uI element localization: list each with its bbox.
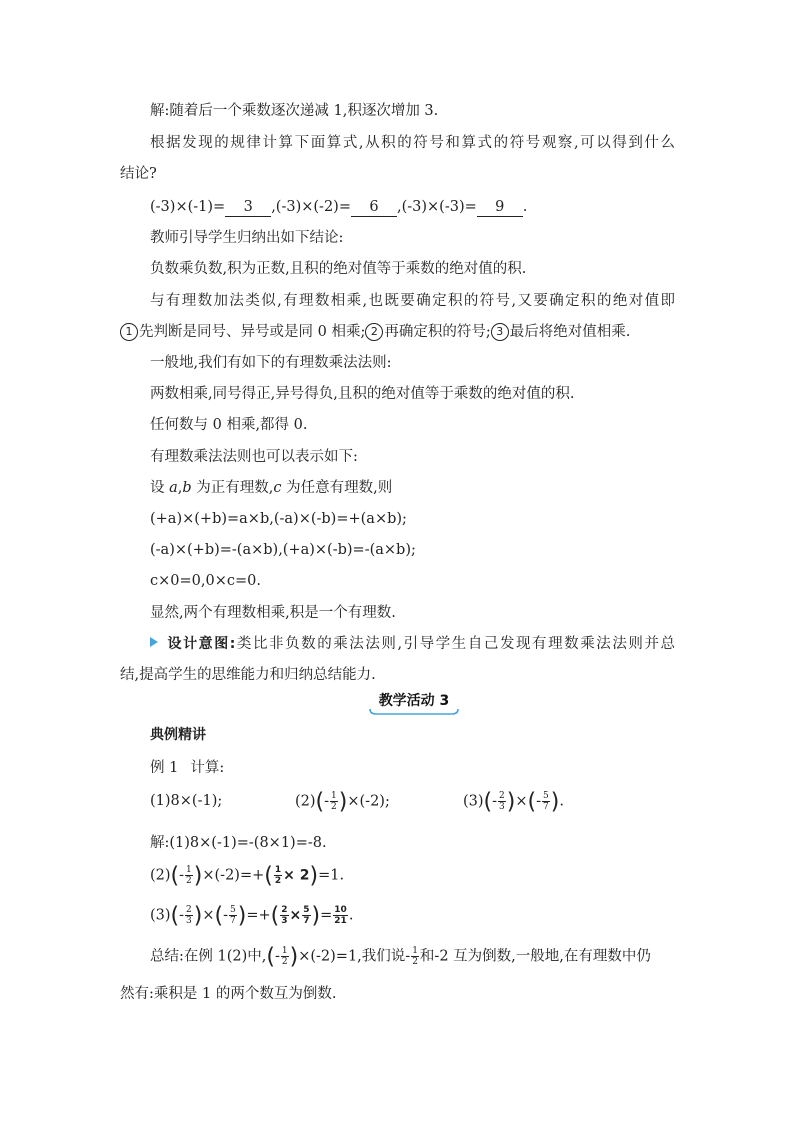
example-task: 计算: xyxy=(190,760,225,776)
variable: b xyxy=(182,480,192,496)
activity-banner xyxy=(366,690,462,716)
minus-sign: - xyxy=(405,948,411,965)
section-heading: 典例精讲 xyxy=(150,727,206,743)
fraction-numerator: 2 xyxy=(186,905,192,915)
intent-text: 类比非负数的乘法法则,引导学生自己发现有理数乘法法则并总 xyxy=(235,636,675,652)
banner-underline-icon xyxy=(366,706,462,716)
fraction-denominator: 3 xyxy=(499,802,505,812)
summary-text: 和-2 互为倒数,一般地,在有理数中仍 xyxy=(419,948,651,965)
answer-blank: 9 xyxy=(477,198,523,217)
summary-text: 总结:在例 1(2)中, xyxy=(150,948,267,965)
fraction-denominator: 2 xyxy=(281,957,288,967)
summary-text: ×(-2)=1,我们说 xyxy=(298,948,406,965)
equation-part: ,(-3)×(-3)= xyxy=(396,199,477,215)
fraction-numerator: 1 xyxy=(274,865,282,875)
equation-line xyxy=(150,197,675,217)
text-line xyxy=(150,478,675,498)
fraction-numerator: 5 xyxy=(303,905,310,915)
solution-line: (2)(- $\frac{1}{2}$ )×(-2)=+( $\frac{1}{2}$ × 2)=1. xyxy=(150,863,345,889)
minus-sign: - xyxy=(223,907,229,924)
fraction-denominator: 7 xyxy=(543,802,549,812)
problem-2: (2)(- $\frac{1}{2}$ )×(-2); xyxy=(295,789,390,815)
steps-line xyxy=(120,322,675,342)
minus-sign: - xyxy=(492,793,498,810)
text-line: 结论? xyxy=(120,166,157,182)
text-line: 两数相乘,同号得正,异号得负,且积的绝对值等于乘数的绝对值的积. xyxy=(150,386,575,402)
example-title xyxy=(150,758,675,778)
text-line: 有理数乘法法则也可以表示如下: xyxy=(150,449,358,465)
fraction-numerator: 1 xyxy=(281,946,288,956)
text-line: 结,提高学生的思维能力和归纳总结能力. xyxy=(120,667,376,683)
solution-text: ×(-2)=+ xyxy=(202,867,265,884)
design-intent xyxy=(150,634,675,654)
fraction-denominator: 7 xyxy=(303,916,310,926)
text-line: 教师引导学生归纳出如下结论: xyxy=(150,230,344,246)
problem-text: ×(-2); xyxy=(347,793,390,810)
summary-line: 然有:乘积是 1 的两个数互为倒数. xyxy=(120,986,337,1002)
solution-label: (2) xyxy=(150,867,171,884)
fraction-denominator: 3 xyxy=(281,916,288,926)
fraction-denominator: 2 xyxy=(412,957,418,967)
minus-sign: - xyxy=(324,793,330,810)
minus-sign: - xyxy=(536,793,542,810)
text-part: 设 xyxy=(150,480,170,496)
solution-text: . xyxy=(348,907,354,924)
circled-number: 1 xyxy=(120,323,138,341)
fraction-numerator: 1 xyxy=(412,946,418,956)
problem-line xyxy=(150,789,675,815)
banner-title: 教学活动 3 xyxy=(378,693,450,709)
minus-sign: - xyxy=(179,867,185,884)
equation-part: (-3)×(-1)= xyxy=(150,199,226,215)
step-text: 再确定积的符号; xyxy=(384,324,491,340)
text-line: 任何数与 0 相乘,都得 0. xyxy=(150,417,308,433)
step-text: 先判断是同号、异号或是同 0 相乘; xyxy=(139,324,366,340)
example-heading xyxy=(150,725,675,745)
answer-blank: 3 xyxy=(225,198,271,217)
example-label: 例 1 xyxy=(150,760,179,776)
circled-number: 3 xyxy=(491,323,509,341)
problem-text: × xyxy=(515,793,528,810)
minus-sign: - xyxy=(274,948,280,965)
solution-text: × 2 xyxy=(283,867,310,884)
text-line: 负数乘负数,积为正数,且积的绝对值等于乘数的绝对值的积. xyxy=(150,261,527,277)
equation-part: ,(-3)×(-2)= xyxy=(271,199,351,215)
solution-line: (3)(- $\frac{2}{3}$ )×(- $\frac{5}{7}$ )=+( $\frac{2}{3}$ × $\frac{5}{7}$ )= $\frac{10}{21}$ . xyxy=(150,903,354,929)
solution-text: =1. xyxy=(318,867,345,884)
summary-line: 总结:在例 1(2)中,(- $\frac{1}{2}$ )×(-2)=1,我们说- $\frac{1}{2}$ 和-2 互为倒数,一般地,在有理数中仍 xyxy=(150,944,651,970)
fraction-numerator: 2 xyxy=(499,791,505,801)
variable: a xyxy=(169,480,178,496)
fraction-numerator: 1 xyxy=(331,791,337,801)
problem-label: (3) xyxy=(463,793,484,810)
variable: c xyxy=(273,480,282,496)
text-line: 根据发现的规律计算下面算式,从积的符号和算式的符号观察,可以得到什么 xyxy=(150,135,675,151)
text-part: 为正有理数, xyxy=(191,480,274,496)
fraction-numerator: 5 xyxy=(543,791,549,801)
text-line: 解:随着后一个乘数逐次递减 1,积逐次增加 3. xyxy=(150,103,439,119)
text-line: 一般地,我们有如下的有理数乘法法则: xyxy=(150,355,392,371)
fraction-denominator: 2 xyxy=(186,876,192,886)
fraction-numerator: 10 xyxy=(334,905,347,915)
solution-label: (3) xyxy=(150,907,171,924)
problem-1: (1)8×(-1); xyxy=(150,793,223,809)
fraction-numerator: 5 xyxy=(230,905,236,915)
triangle-bullet-icon xyxy=(150,637,158,647)
solution-text: × xyxy=(202,907,215,924)
fraction-denominator: 2 xyxy=(274,876,282,886)
formula-line: c×0=0,0×c=0. xyxy=(150,573,261,589)
fraction-denominator: 21 xyxy=(334,916,347,926)
equation-part: . xyxy=(522,199,528,215)
problem-label: (2) xyxy=(295,793,316,810)
fraction-numerator: 1 xyxy=(186,865,192,875)
fraction-denominator: 7 xyxy=(230,916,236,926)
solution-text: =+ xyxy=(246,907,271,924)
fraction-denominator: 3 xyxy=(186,916,192,926)
text-part: 为任意有理数,则 xyxy=(281,480,393,496)
formula-line: (-a)×(+b)=-(a×b),(+a)×(-b)=-(a×b); xyxy=(150,542,416,558)
text-line: 与有理数加法类似,有理数相乘,也既要确定积的符号,又要确定积的绝对值即 xyxy=(150,293,675,309)
minus-sign: - xyxy=(179,907,185,924)
circled-number: 2 xyxy=(365,323,383,341)
intent-label: 设计意图: xyxy=(166,636,236,652)
solution-line: 解:(1)8×(-1)=-(8×1)=-8. xyxy=(150,835,327,851)
answer-blank: 6 xyxy=(351,198,397,217)
solution-text: × xyxy=(289,907,302,924)
problem-text: . xyxy=(559,793,564,810)
solution-text: = xyxy=(320,907,333,924)
problem-3: (3)(- $\frac{2}{3}$ )×(- $\frac{5}{7}$ ). xyxy=(463,789,564,815)
fraction-numerator: 2 xyxy=(281,905,288,915)
text-part: , xyxy=(177,480,183,496)
step-text: 最后将绝对值相乘. xyxy=(509,324,631,340)
fraction-denominator: 2 xyxy=(331,802,337,812)
formula-line: (+a)×(+b)=a×b,(-a)×(-b)=+(a×b); xyxy=(150,511,407,527)
text-line: 显然,两个有理数相乘,积是一个有理数. xyxy=(150,605,396,621)
